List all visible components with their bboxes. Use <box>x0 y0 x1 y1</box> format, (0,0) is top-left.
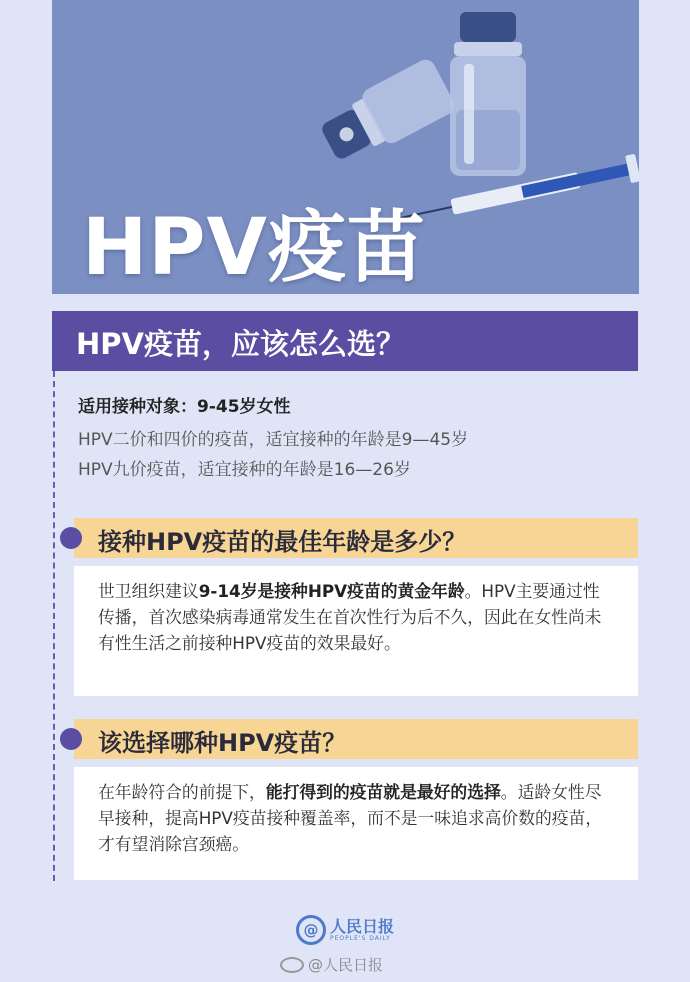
question-banner <box>52 311 638 371</box>
bivalent-quadrivalent-note: HPV二价和四价的疫苗，适宜接种的年龄是9—45岁 <box>78 430 469 450</box>
peoples-daily-logo <box>296 915 394 945</box>
timeline-dot <box>60 527 82 549</box>
section-heading: 接种HPV疫苗的最佳年龄是多少？ <box>98 528 467 556</box>
banner-title: HPV疫苗，应该怎么选？ <box>76 327 405 361</box>
logo-chinese: 人民日报 <box>330 916 395 936</box>
section-heading-bar <box>74 518 638 558</box>
section-heading-bar <box>74 719 638 759</box>
intro-block <box>78 392 468 485</box>
body-rest: 。HPV主要通过性传播，首次感染病毒通常发生在首次性行为后不久，因此在女性尚未有性生活之前接种HPV疫苗的效果最好。 <box>98 581 602 653</box>
nonavalent-note: HPV九价疫苗，适宜接种的年龄是16—26岁 <box>78 460 411 480</box>
weibo-handle: @人民日报 <box>308 956 384 974</box>
section-heading: 该选择哪种HPV疫苗？ <box>98 729 347 757</box>
body-prefix: 在年龄符合的前提下， <box>98 782 266 802</box>
logo-english: PEOPLE'S DAILY <box>330 934 391 942</box>
section-body <box>74 767 638 880</box>
small-vial <box>315 56 458 170</box>
section-body-text <box>74 767 638 871</box>
timeline-dashed-line <box>53 371 55 881</box>
section-body-text <box>74 566 638 670</box>
hero-panel <box>52 0 639 294</box>
timeline-dot <box>60 728 82 750</box>
target-group-label: 适用接种对象：9-45岁女性 <box>78 397 291 417</box>
at-sign-icon: @ <box>296 915 326 945</box>
body-highlight: 9-14岁是接种HPV疫苗的黄金年龄 <box>198 581 465 601</box>
body-rest: 。适龄女性尽早接种，提高HPV疫苗接种覆盖率，而不是一味追求高价数的疫苗，才有望消除宫颈癌。 <box>98 782 603 854</box>
body-prefix: 世卫组织建议 <box>98 581 199 601</box>
weibo-watermark <box>280 954 383 975</box>
weibo-icon <box>280 957 304 973</box>
tall-vial <box>450 12 526 176</box>
section-body <box>74 566 638 696</box>
body-highlight: 能打得到的疫苗就是最好的选择 <box>265 782 501 802</box>
hero-title: HPV疫苗 <box>82 203 426 293</box>
logo-text <box>330 916 395 942</box>
